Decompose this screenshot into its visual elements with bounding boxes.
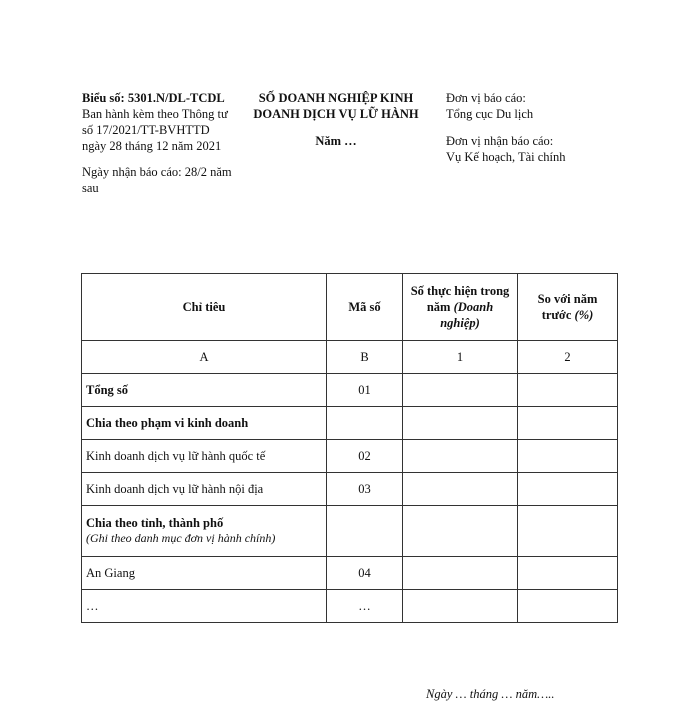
table-header-row (82, 274, 618, 341)
value-cell[interactable] (403, 557, 518, 590)
issued-by: Ban hành kèm theo Thông tư số 17/2021/TT-BVHTTD ngày 28 tháng 12 năm 2021 (82, 107, 228, 153)
value-cell[interactable] (403, 440, 518, 473)
receiving-unit: Vụ Kế hoạch, Tài chính (446, 150, 566, 164)
row-code: 02 (327, 440, 403, 473)
value-cell[interactable] (403, 407, 518, 440)
row-code: … (327, 590, 403, 623)
row-label-group (82, 506, 327, 557)
table-row (82, 506, 618, 557)
row-label: Chia theo phạm vi kinh doanh (82, 407, 327, 440)
row-code (327, 407, 403, 440)
row-label: Kinh doanh dịch vụ lữ hành quốc tế (82, 440, 327, 473)
value-cell[interactable] (403, 374, 518, 407)
index-cell: 1 (403, 341, 518, 374)
row-code: 01 (327, 374, 403, 407)
index-cell: A (82, 341, 327, 374)
table-row (82, 590, 618, 623)
report-year: Năm … (315, 134, 357, 148)
reporting-unit-label: Đơn vị báo cáo: (446, 91, 526, 105)
value-cell[interactable] (518, 374, 618, 407)
table-row (82, 407, 618, 440)
form-code: Biểu số: 5301.N/DL-TCDL (82, 91, 225, 105)
report-deadline: Ngày nhận báo cáo: 28/2 năm sau (82, 165, 232, 195)
row-label: … (82, 590, 327, 623)
units-block (446, 90, 586, 176)
value-cell[interactable] (518, 473, 618, 506)
reporting-unit: Tổng cục Du lịch (446, 107, 534, 121)
value-cell[interactable] (403, 590, 518, 623)
value-cell[interactable] (518, 506, 618, 557)
index-cell: B (327, 341, 403, 374)
form-title-block (238, 90, 434, 149)
row-label: Chia theo tỉnh, thành phố (86, 516, 224, 530)
table-row (82, 473, 618, 506)
value-cell[interactable] (403, 506, 518, 557)
header-compare (518, 274, 618, 341)
value-cell[interactable] (518, 557, 618, 590)
header-compare-note: (%) (574, 308, 594, 322)
receiving-unit-block (446, 133, 586, 165)
form-info (82, 90, 232, 196)
value-cell[interactable] (518, 440, 618, 473)
header-actual-note: (Doanh nghiệp) (440, 300, 494, 330)
row-code (327, 506, 403, 557)
receiving-unit-label: Đơn vị nhận báo cáo: (446, 134, 554, 148)
value-cell[interactable] (518, 590, 618, 623)
table-row (82, 374, 618, 407)
table-row (82, 557, 618, 590)
header-actual-main: Số thực hiện trong năm (410, 284, 510, 314)
index-cell: 2 (518, 341, 618, 374)
form-title: SỐ DOANH NGHIỆP KINH DOANH DỊCH VỤ LỮ HÀNH (253, 91, 419, 121)
header-indicator: Chỉ tiêu (82, 274, 327, 341)
row-code: 04 (327, 557, 403, 590)
row-label: Tổng số (82, 374, 327, 407)
row-code: 03 (327, 473, 403, 506)
row-label: An Giang (82, 557, 327, 590)
signature-date: Ngày … tháng … năm….. (426, 687, 555, 701)
report-table (81, 273, 618, 623)
value-cell[interactable] (403, 473, 518, 506)
row-note: (Ghi theo danh mục đơn vị hành chính) (86, 531, 276, 545)
value-cell[interactable] (518, 407, 618, 440)
header-actual (403, 274, 518, 341)
table-index-row (82, 341, 618, 374)
reporting-unit-block (446, 90, 586, 122)
table-row (82, 440, 618, 473)
row-label: Kinh doanh dịch vụ lữ hành nội địa (82, 473, 327, 506)
header-code: Mã số (327, 274, 403, 341)
header-compare-main: So với năm trước (537, 292, 598, 322)
